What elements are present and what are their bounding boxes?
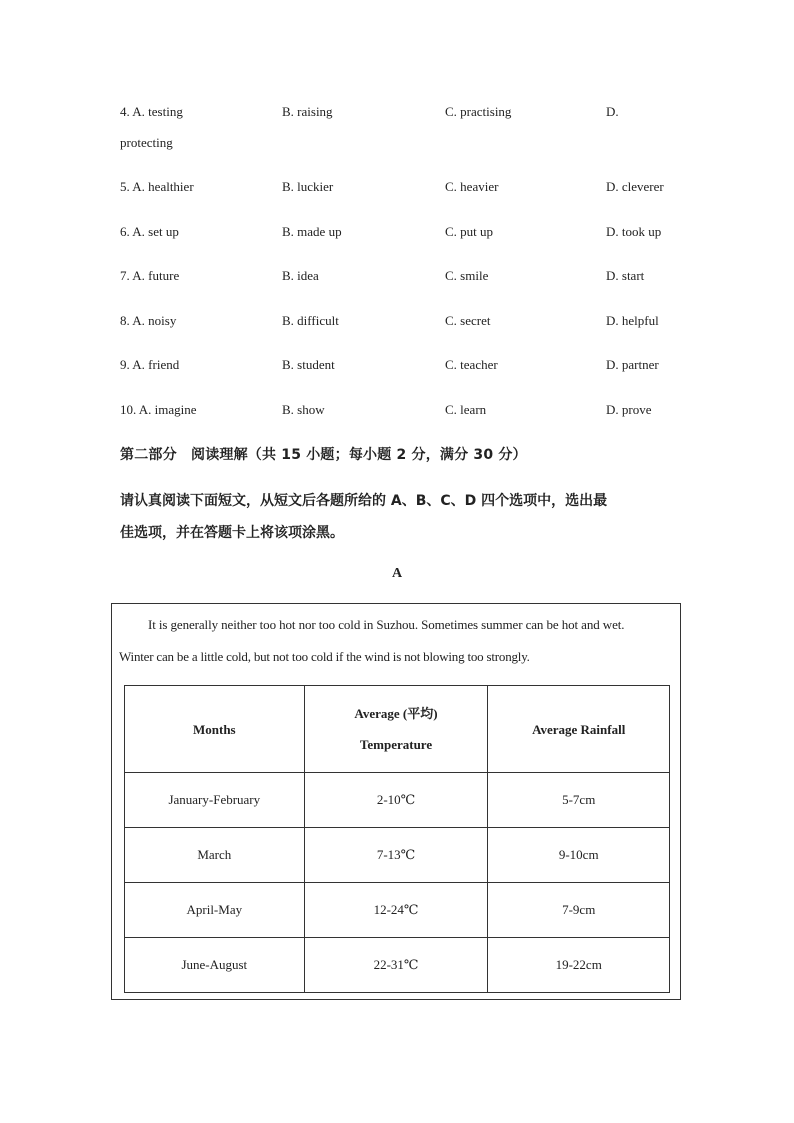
passage-line-1: It is generally neither too hot nor too cold in Suzhou. Sometimes summer can be hot and wet. — [148, 617, 625, 632]
table-row — [125, 938, 670, 993]
option-a: 7. A. future — [120, 268, 180, 283]
cell-temperature: 2-10℃ — [304, 773, 488, 828]
question-row-6 — [120, 224, 680, 244]
option-d-continued: protecting — [120, 135, 173, 150]
cell-months: March — [125, 828, 305, 883]
cell-rainfall: 5-7cm — [488, 773, 670, 828]
option-b: B. show — [282, 402, 325, 417]
option-c: C. practising — [445, 104, 512, 119]
option-d: D. helpful — [606, 313, 659, 328]
option-c: C. learn — [445, 402, 487, 417]
option-c: C. teacher — [445, 357, 498, 372]
option-c: C. secret — [445, 313, 491, 328]
header-months: Months — [125, 686, 305, 773]
passage-label: A — [391, 566, 403, 581]
option-b: B. difficult — [282, 313, 339, 328]
cell-temperature: 12-24℃ — [304, 883, 488, 938]
option-a: 9. A. friend — [120, 357, 180, 372]
option-d: D. prove — [606, 402, 652, 417]
instruction-line-2: 佳选项，并在答题卡上将该项涂黑。 — [120, 525, 344, 541]
cell-months: January-February — [125, 773, 305, 828]
option-d: D. — [606, 104, 619, 119]
table-row — [125, 828, 670, 883]
cell-rainfall: 9-10cm — [488, 828, 670, 883]
option-c: C. put up — [445, 224, 494, 239]
section-title: 第二部分 阅读理解（共 15 小题；每小题 2 分，满分 30 分） — [120, 447, 527, 463]
option-a: 4. A. testing — [120, 104, 183, 119]
passage-line-2: Winter can be a little cold, but not too cold if the wind is not blowing too strongly. — [119, 649, 530, 664]
cell-rainfall: 19-22cm — [488, 938, 670, 993]
cell-rainfall: 7-9cm — [488, 883, 670, 938]
question-row-5 — [120, 179, 680, 199]
table-row — [125, 773, 670, 828]
weather-table — [124, 685, 670, 993]
question-row-8 — [120, 313, 680, 333]
question-row-10 — [120, 402, 680, 422]
option-b: B. raising — [282, 104, 333, 119]
cell-temperature: 7-13℃ — [304, 828, 488, 883]
header-temperature — [304, 686, 488, 773]
option-b: B. idea — [282, 268, 319, 283]
option-a: 6. A. set up — [120, 224, 179, 239]
table-header-row — [125, 686, 670, 773]
passage-box — [111, 603, 681, 1000]
option-a: 8. A. noisy — [120, 313, 177, 328]
header-temperature-line-2: Temperature — [359, 737, 433, 752]
option-c: C. heavier — [445, 179, 499, 194]
option-d: D. cleverer — [606, 179, 664, 194]
option-b: B. luckier — [282, 179, 334, 194]
instruction-line-1: 请认真阅读下面短文，从短文后各题所给的 A、B、C、D 四个选项中，选出最 — [120, 493, 608, 509]
option-c: C. smile — [445, 268, 489, 283]
question-row-9 — [120, 357, 680, 377]
cell-temperature: 22-31℃ — [304, 938, 488, 993]
option-d: D. took up — [606, 224, 662, 239]
option-d: D. partner — [606, 357, 659, 372]
cell-months: April-May — [125, 883, 305, 938]
option-b: B. student — [282, 357, 335, 372]
header-temperature-line-1: Average (平均) — [354, 706, 438, 721]
option-a: 5. A. healthier — [120, 179, 194, 194]
header-rainfall: Average Rainfall — [488, 686, 670, 773]
cell-months: June-August — [125, 938, 305, 993]
option-d: D. start — [606, 268, 645, 283]
question-row-4 — [120, 104, 680, 124]
option-b: B. made up — [282, 224, 342, 239]
table-row — [125, 883, 670, 938]
option-a: 10. A. imagine — [120, 402, 197, 417]
question-row-7 — [120, 268, 680, 288]
